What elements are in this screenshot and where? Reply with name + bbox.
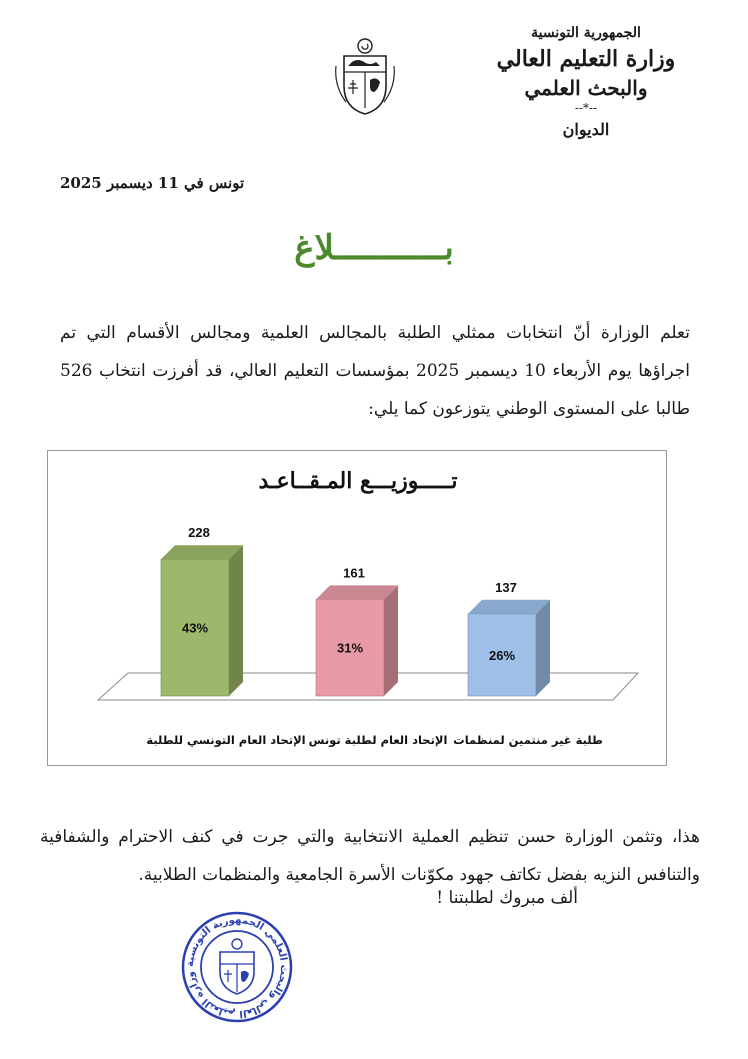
ministry-header [486, 22, 686, 142]
announcement-title: بـــــــــــلاغ [294, 228, 454, 268]
seat-distribution-chart [47, 450, 667, 766]
bar-top [468, 600, 550, 614]
ministry-name-line1: وزارة التعليم العالي [496, 46, 676, 72]
stamp-text: وزارة التعليم العالي والبحث العلمي الجمهورية التونسية [184, 914, 290, 1020]
closing-paragraph: هذا، وتثمن الوزارة حسن تنظيم العملية الانتخابية والتي جرت في كنف الاحترام والشفافية والتنافس النزيه بفضل تكاتف جهود مكوّنات الأسرة الجامعية والمنظمات الطلابية. [40, 827, 700, 885]
bar-side [536, 600, 550, 696]
chart-bars [146, 525, 603, 748]
intro-paragraph: تعلم الوزارة أنّ انتخابات ممثلي الطلبة بالمجالس العلمية ومجالس الأقسام التي تم اجراؤها يوم الأربعاء 10 ديسمبر 2025 بمؤسسات التعليم العالي، قد أفرزت انتخاب 526 طالبا على المستوى الوطني يتوزعون كما يلي: [60, 323, 690, 419]
bar-side [384, 585, 398, 696]
republic-name: الجمهورية التونسية [531, 25, 641, 41]
coat-of-arms-icon [334, 36, 396, 116]
bar-side [229, 545, 243, 696]
congratulations-line: ألف مبروك لطلبتنا ! [436, 888, 578, 908]
chart-title: تـــــوزيـــع المـقــاعـد [258, 468, 458, 494]
bar-value-label: 137 [495, 579, 517, 595]
bar-percent-label: 26% [488, 647, 516, 663]
bar-top [316, 585, 398, 599]
category-label: طلبة غير منتمين لمنظمات [453, 733, 603, 747]
ministry-name-line2: والبحث العلمي [524, 76, 648, 100]
bar-top [161, 545, 243, 559]
bar-percent-label: 31% [336, 640, 364, 656]
chart-canvas [48, 451, 668, 767]
office-name: الديوان [562, 120, 610, 139]
category-label: الإتحاد العام لطلبة تونس [308, 733, 448, 747]
header-separator: --*-- [574, 101, 598, 115]
bar-value-label: 161 [343, 565, 365, 581]
date-line: تونس في 11 ديسمبر 2025 [60, 174, 245, 192]
official-stamp-icon [180, 910, 294, 1024]
bar-value-label: 228 [188, 525, 210, 541]
bar-percent-label: 43% [181, 620, 209, 636]
category-label: الإتحاد العام التونسي للطلبة [146, 733, 306, 747]
